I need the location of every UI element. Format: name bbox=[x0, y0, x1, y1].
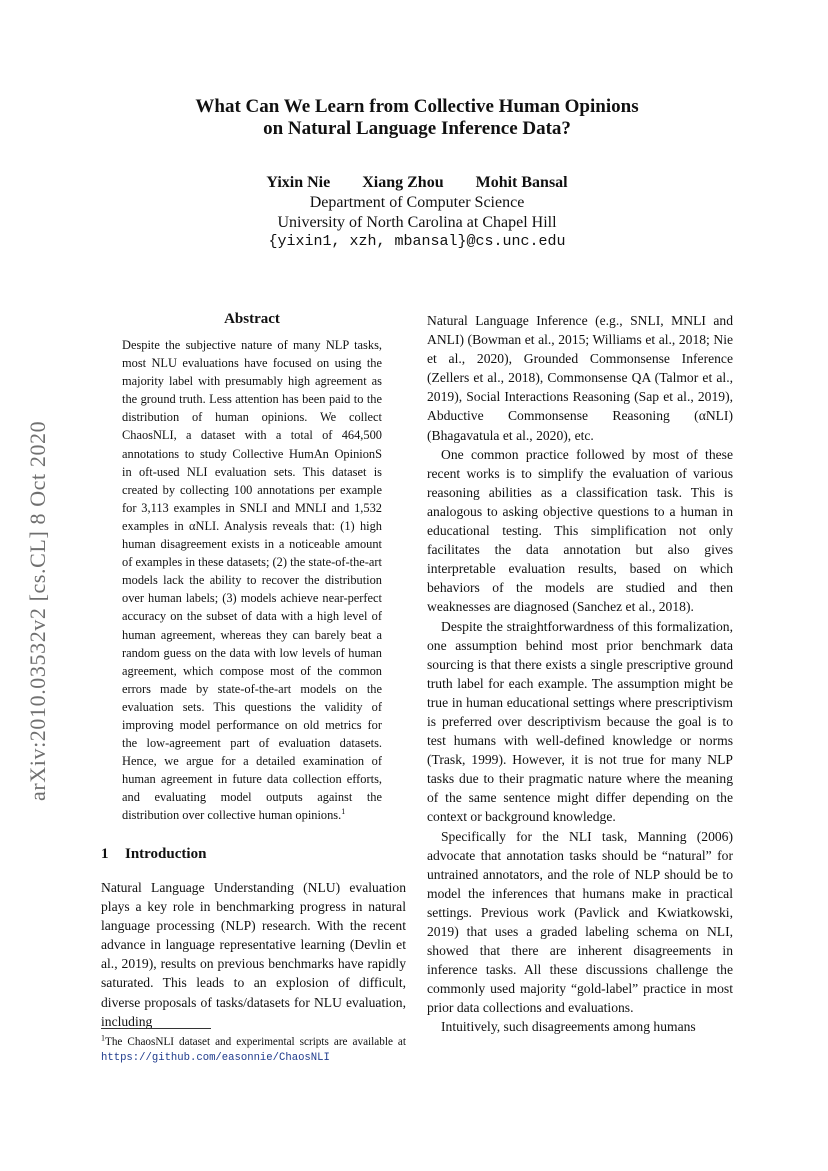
right-column bbox=[427, 311, 733, 1037]
affiliation bbox=[100, 193, 734, 233]
abstract-body bbox=[122, 336, 382, 825]
intro-paragraph: Despite the straightforwardness of this formalization, one assumption behind most prior benchmark data sourcing is that there exists a single prescriptive ground truth label for each example. The assumption might be true in human educational settings where prescriptivism is preferred over descriptivism because the goal is to test humans with well-defined knowledge or norms (Trask, 1999). However, it is not true for many NLP tasks due to their pragmatic nature where the meaning of the same sentence might differ depending on the context or background knowledge. bbox=[427, 618, 733, 825]
arxiv-identifier: arXiv:2010.03532v2 [cs.CL] 8 Oct 2020 bbox=[25, 420, 50, 802]
intro-paragraph: One common practice followed by most of these recent works is to simplify the evaluation of various reasoning abilities as a classification task. This is analogous to asking objective questions to a human in educational testing. This simplification not only facilitates the data annotation but also gives interpretable evaluation results, based on which behaviors of the models are studied and then weaknesses are diagnosed (Sanchez et al., 2018). bbox=[427, 446, 733, 615]
section-number: 1 bbox=[101, 846, 109, 862]
abstract-text: Despite the subjective nature of many NLP tasks, most NLU evaluations have focused on using the majority label with presumably high agreement as the ground truth. Less attention has been paid to the distribution of human opinions. We collect ChaosNLI, a dataset with a total of 464,500 annotations to study Collective HumAn OpinionS in oft-used NLI evaluation sets. This dataset is created by collecting 100 annotations per example for 3,113 examples in SNLI and MNLI and 1,532 examples in αNLI. Analysis reveals that: (1) high human disagreement exists in a noticeable amount of examples in these datasets; (2) the state-of-the-art models lack the ability to recover the distribution over human labels; (3) models achieve near-perfect accuracy on the subset of data with a high level of human agreement, whereas they can barely beat a random guess on the data with low levels of human agreement, which compose most of the common errors made by state-of-the-art models on the evaluation sets. This questions the validity of improving model performance on old metrics for the low-agreement part of evaluation datasets. Hence, we argue for a detailed examination of human agreement in future data collection efforts, and evaluating model outputs against the distribution over collective human opinions. bbox=[122, 338, 382, 823]
author-name: Yixin Nie bbox=[266, 174, 331, 191]
footnote-text: The ChaosNLI dataset and experimental scripts are available at bbox=[105, 1036, 406, 1048]
footnote bbox=[101, 1035, 406, 1066]
section-title: Introduction bbox=[125, 846, 207, 862]
paper-title bbox=[100, 96, 734, 140]
section-heading-introduction bbox=[101, 846, 401, 863]
footnote-url-link[interactable]: https://github.com/easonnie/ChaosNLI bbox=[101, 1052, 330, 1064]
intro-paragraph: Natural Language Inference (e.g., SNLI, MNLI and ANLI) (Bowman et al., 2015; Williams et al., 2018; Nie et al., 2020), Grounded Commonsense Inference (Zellers et al., 2018), Commonsense QA (Talmor et al., 2019), Social Interactions Reasoning (Sap et al., 2019), Abductive Commonsense Reasoning (αNLI) (Bhagavatula et al., 2020), etc. bbox=[427, 313, 733, 443]
footnote-marker[interactable]: 1 bbox=[341, 807, 346, 817]
title-line-2: on Natural Language Inference Data? bbox=[263, 118, 571, 139]
footnote-divider bbox=[101, 1028, 211, 1029]
title-line-1: What Can We Learn from Collective Human Opinions bbox=[195, 96, 639, 117]
author-name: Xiang Zhou bbox=[362, 174, 444, 191]
intro-paragraph-left: Natural Language Understanding (NLU) evaluation plays a key role in benchmarking progress in natural language processing (NLP) research. With the recent advance in language representative learning (Devlin et al., 2019), results on previous benchmarks have rapidly saturated. This leads to an explosion of difficult, diverse proposals of tasks/datasets for NLU evaluation, including bbox=[101, 880, 406, 1029]
intro-paragraph: Specifically for the NLI task, Manning (2006) advocate that annotation tasks should be “natural” for untrained annotators, and the role of NLP should be to model the inferences that humans make in practical settings. Previous work (Pavlick and Kwiatkowski, 2019) that uses a graded labeling schema on NLI, showed that there are inherent disagreements in inference tasks. All these discussions challenge the commonly used majority “gold-label” practice in most prior data collections and evaluations. bbox=[427, 828, 733, 1016]
university: University of North Carolina at Chapel Hill bbox=[277, 214, 557, 231]
author-name: Mohit Bansal bbox=[475, 174, 568, 191]
footnote-number: 1 bbox=[101, 1033, 105, 1043]
intro-paragraph: Intuitively, such disagreements among humans bbox=[441, 1019, 696, 1035]
author-emails: {yixin1, xzh, mbansal}@cs.unc.edu bbox=[268, 233, 566, 250]
author-list bbox=[100, 173, 734, 193]
department: Department of Computer Science bbox=[309, 194, 525, 211]
abstract-heading: Abstract bbox=[224, 311, 280, 327]
